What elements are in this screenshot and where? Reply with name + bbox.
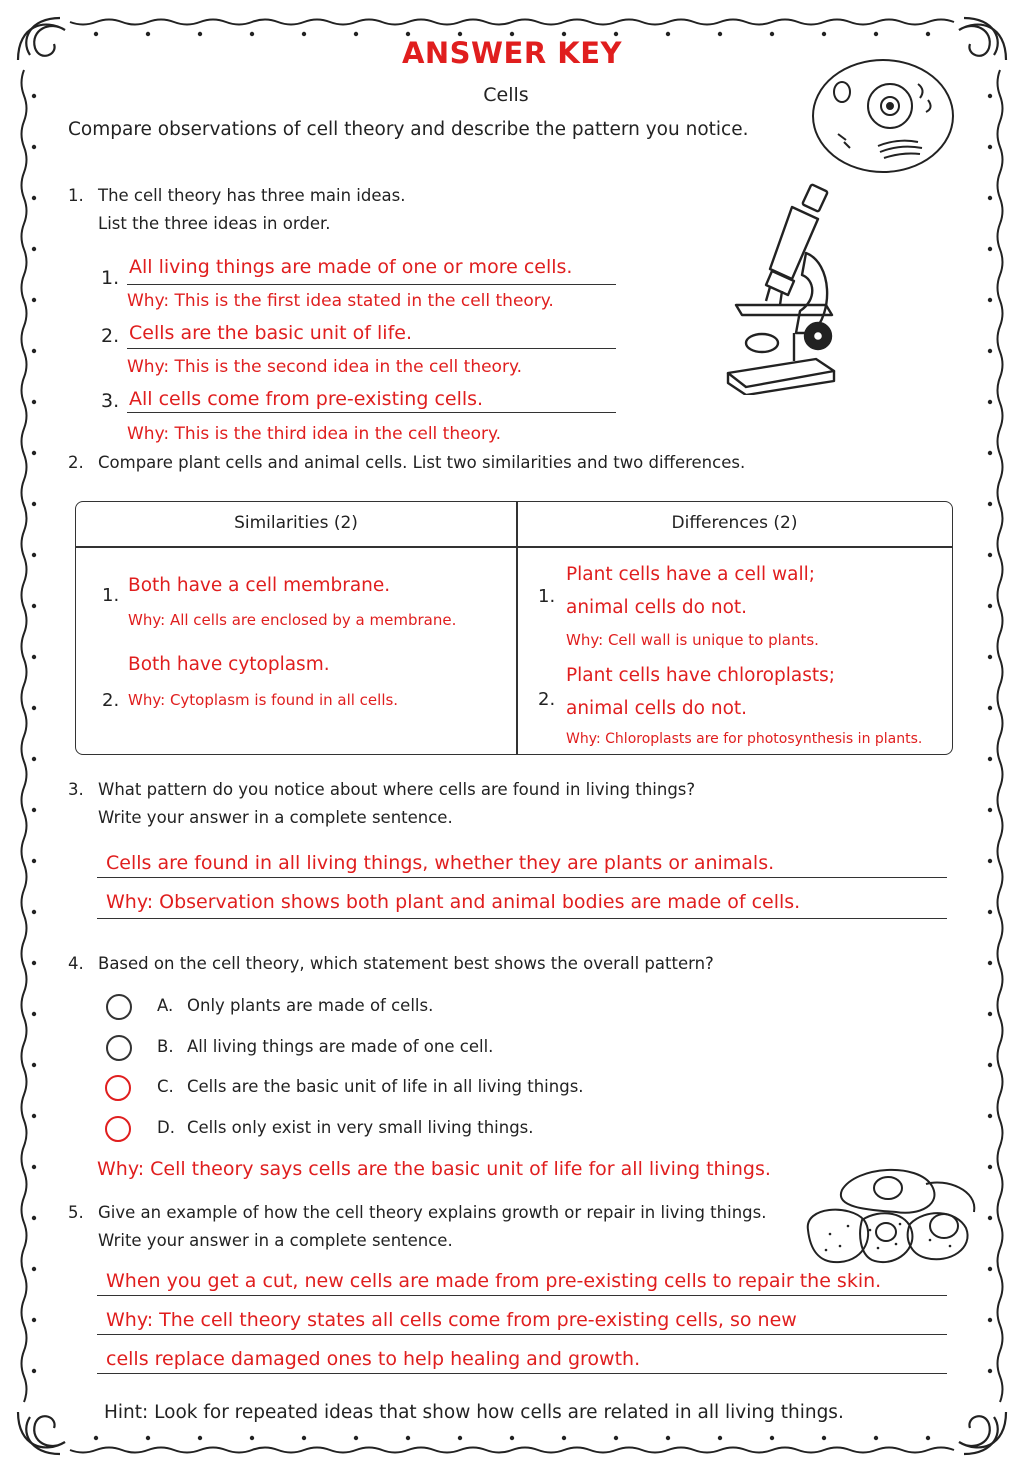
question-text: Write your answer in a complete sentence. bbox=[98, 1231, 453, 1250]
answer-line bbox=[127, 412, 616, 413]
answer-why: Why: This is the third idea in the cell theory. bbox=[127, 424, 501, 444]
difference-text: animal cells do not. bbox=[566, 597, 748, 618]
difference-number: 1. bbox=[538, 586, 556, 607]
question-number: 3. bbox=[68, 780, 84, 799]
question-text: The cell theory has three main ideas. bbox=[98, 186, 406, 205]
option-d[interactable]: D. Cells only exist in very small living things. bbox=[157, 1118, 534, 1137]
option-a[interactable]: A. Only plants are made of cells. bbox=[157, 996, 434, 1015]
question-text: Based on the cell theory, which statement best shows the overall pattern? bbox=[98, 954, 714, 973]
question-1 bbox=[68, 182, 405, 238]
answer-text: Cells are the basic unit of life. bbox=[129, 322, 412, 344]
question-4 bbox=[68, 950, 714, 978]
difference-text: Plant cells have chloroplasts; bbox=[566, 665, 835, 686]
question-number: 5. bbox=[68, 1203, 84, 1222]
similarity-text: Both have a cell membrane. bbox=[128, 575, 391, 596]
difference-text: animal cells do not. bbox=[566, 698, 748, 719]
page-subtitle: Cells bbox=[483, 84, 529, 106]
question-text: What pattern do you notice about where cells are found in living things? bbox=[98, 780, 696, 799]
difference-why: Why: Cell wall is unique to plants. bbox=[566, 631, 819, 649]
option-d-radio[interactable] bbox=[105, 1116, 131, 1142]
answer-why: cells replace damaged ones to help healing and growth. bbox=[106, 1348, 641, 1370]
table-header-divider bbox=[76, 546, 952, 548]
answer-line bbox=[97, 918, 947, 919]
similarities-header: Similarities (2) bbox=[234, 513, 358, 533]
answer-why: Why: Observation shows both plant and animal bodies are made of cells. bbox=[106, 891, 801, 913]
answer-line bbox=[97, 1373, 947, 1374]
answer-why: Why: Cell theory says cells are the basic unit of life for all living things. bbox=[97, 1158, 771, 1180]
question-3 bbox=[68, 776, 695, 832]
question-text: Give an example of how the cell theory explains growth or repair in living things. bbox=[98, 1203, 767, 1222]
hint-text: Hint: Look for repeated ideas that show how cells are related in all living things. bbox=[104, 1402, 844, 1423]
question-text: List the three ideas in order. bbox=[98, 214, 331, 233]
difference-why: Why: Chloroplasts are for photosynthesis in plants. bbox=[566, 731, 923, 747]
similarity-number: 1. bbox=[102, 585, 120, 606]
option-a-radio[interactable] bbox=[106, 994, 132, 1020]
answer-number: 1. bbox=[101, 267, 120, 289]
difference-number: 2. bbox=[538, 689, 556, 710]
answer-why: Why: The cell theory states all cells come from pre-existing cells, so new bbox=[106, 1309, 797, 1331]
answer-line bbox=[127, 284, 616, 285]
answer-why: Why: This is the first idea stated in the cell theory. bbox=[127, 291, 554, 311]
answer-line bbox=[97, 1295, 947, 1296]
page-title: ANSWER KEY bbox=[401, 36, 623, 70]
question-text: Compare plant cells and animal cells. List two similarities and two differences. bbox=[98, 453, 746, 472]
option-b-radio[interactable] bbox=[106, 1035, 132, 1061]
answer-number: 2. bbox=[101, 325, 120, 347]
option-b[interactable]: B. All living things are made of one cell. bbox=[157, 1037, 494, 1056]
answer-line bbox=[127, 348, 616, 349]
answer-line bbox=[97, 877, 947, 878]
similarity-why: Why: All cells are enclosed by a membrane. bbox=[128, 611, 457, 629]
answer-line bbox=[97, 1334, 947, 1335]
question-number: 2. bbox=[68, 453, 84, 472]
table-column-divider bbox=[516, 502, 518, 754]
answer-text: When you get a cut, new cells are made from pre-existing cells to repair the skin. bbox=[106, 1270, 882, 1292]
answer-text: Cells are found in all living things, whether they are plants or animals. bbox=[106, 852, 775, 874]
question-number: 4. bbox=[68, 954, 84, 973]
answer-number: 3. bbox=[101, 390, 120, 412]
cell-cluster-illustration bbox=[800, 1160, 980, 1272]
microscope-illustration bbox=[722, 183, 842, 395]
similarity-why: Why: Cytoplasm is found in all cells. bbox=[128, 691, 399, 709]
differences-header: Differences (2) bbox=[671, 513, 798, 533]
similarity-number: 2. bbox=[102, 690, 120, 711]
answer-why: Why: This is the second idea in the cell theory. bbox=[127, 357, 522, 377]
option-c[interactable]: C. Cells are the basic unit of life in all living things. bbox=[157, 1077, 584, 1096]
question-number: 1. bbox=[68, 186, 84, 205]
difference-text: Plant cells have a cell wall; bbox=[566, 564, 816, 585]
similarity-text: Both have cytoplasm. bbox=[128, 654, 330, 675]
answer-text: All cells come from pre-existing cells. bbox=[129, 388, 484, 410]
option-c-radio[interactable] bbox=[105, 1075, 131, 1101]
question-2 bbox=[68, 449, 745, 477]
cell-illustration bbox=[808, 56, 958, 176]
answer-text: All living things are made of one or more cells. bbox=[129, 256, 573, 278]
question-5 bbox=[68, 1199, 766, 1255]
instructions: Compare observations of cell theory and describe the pattern you notice. bbox=[68, 119, 749, 140]
question-text: Write your answer in a complete sentence. bbox=[98, 808, 453, 827]
